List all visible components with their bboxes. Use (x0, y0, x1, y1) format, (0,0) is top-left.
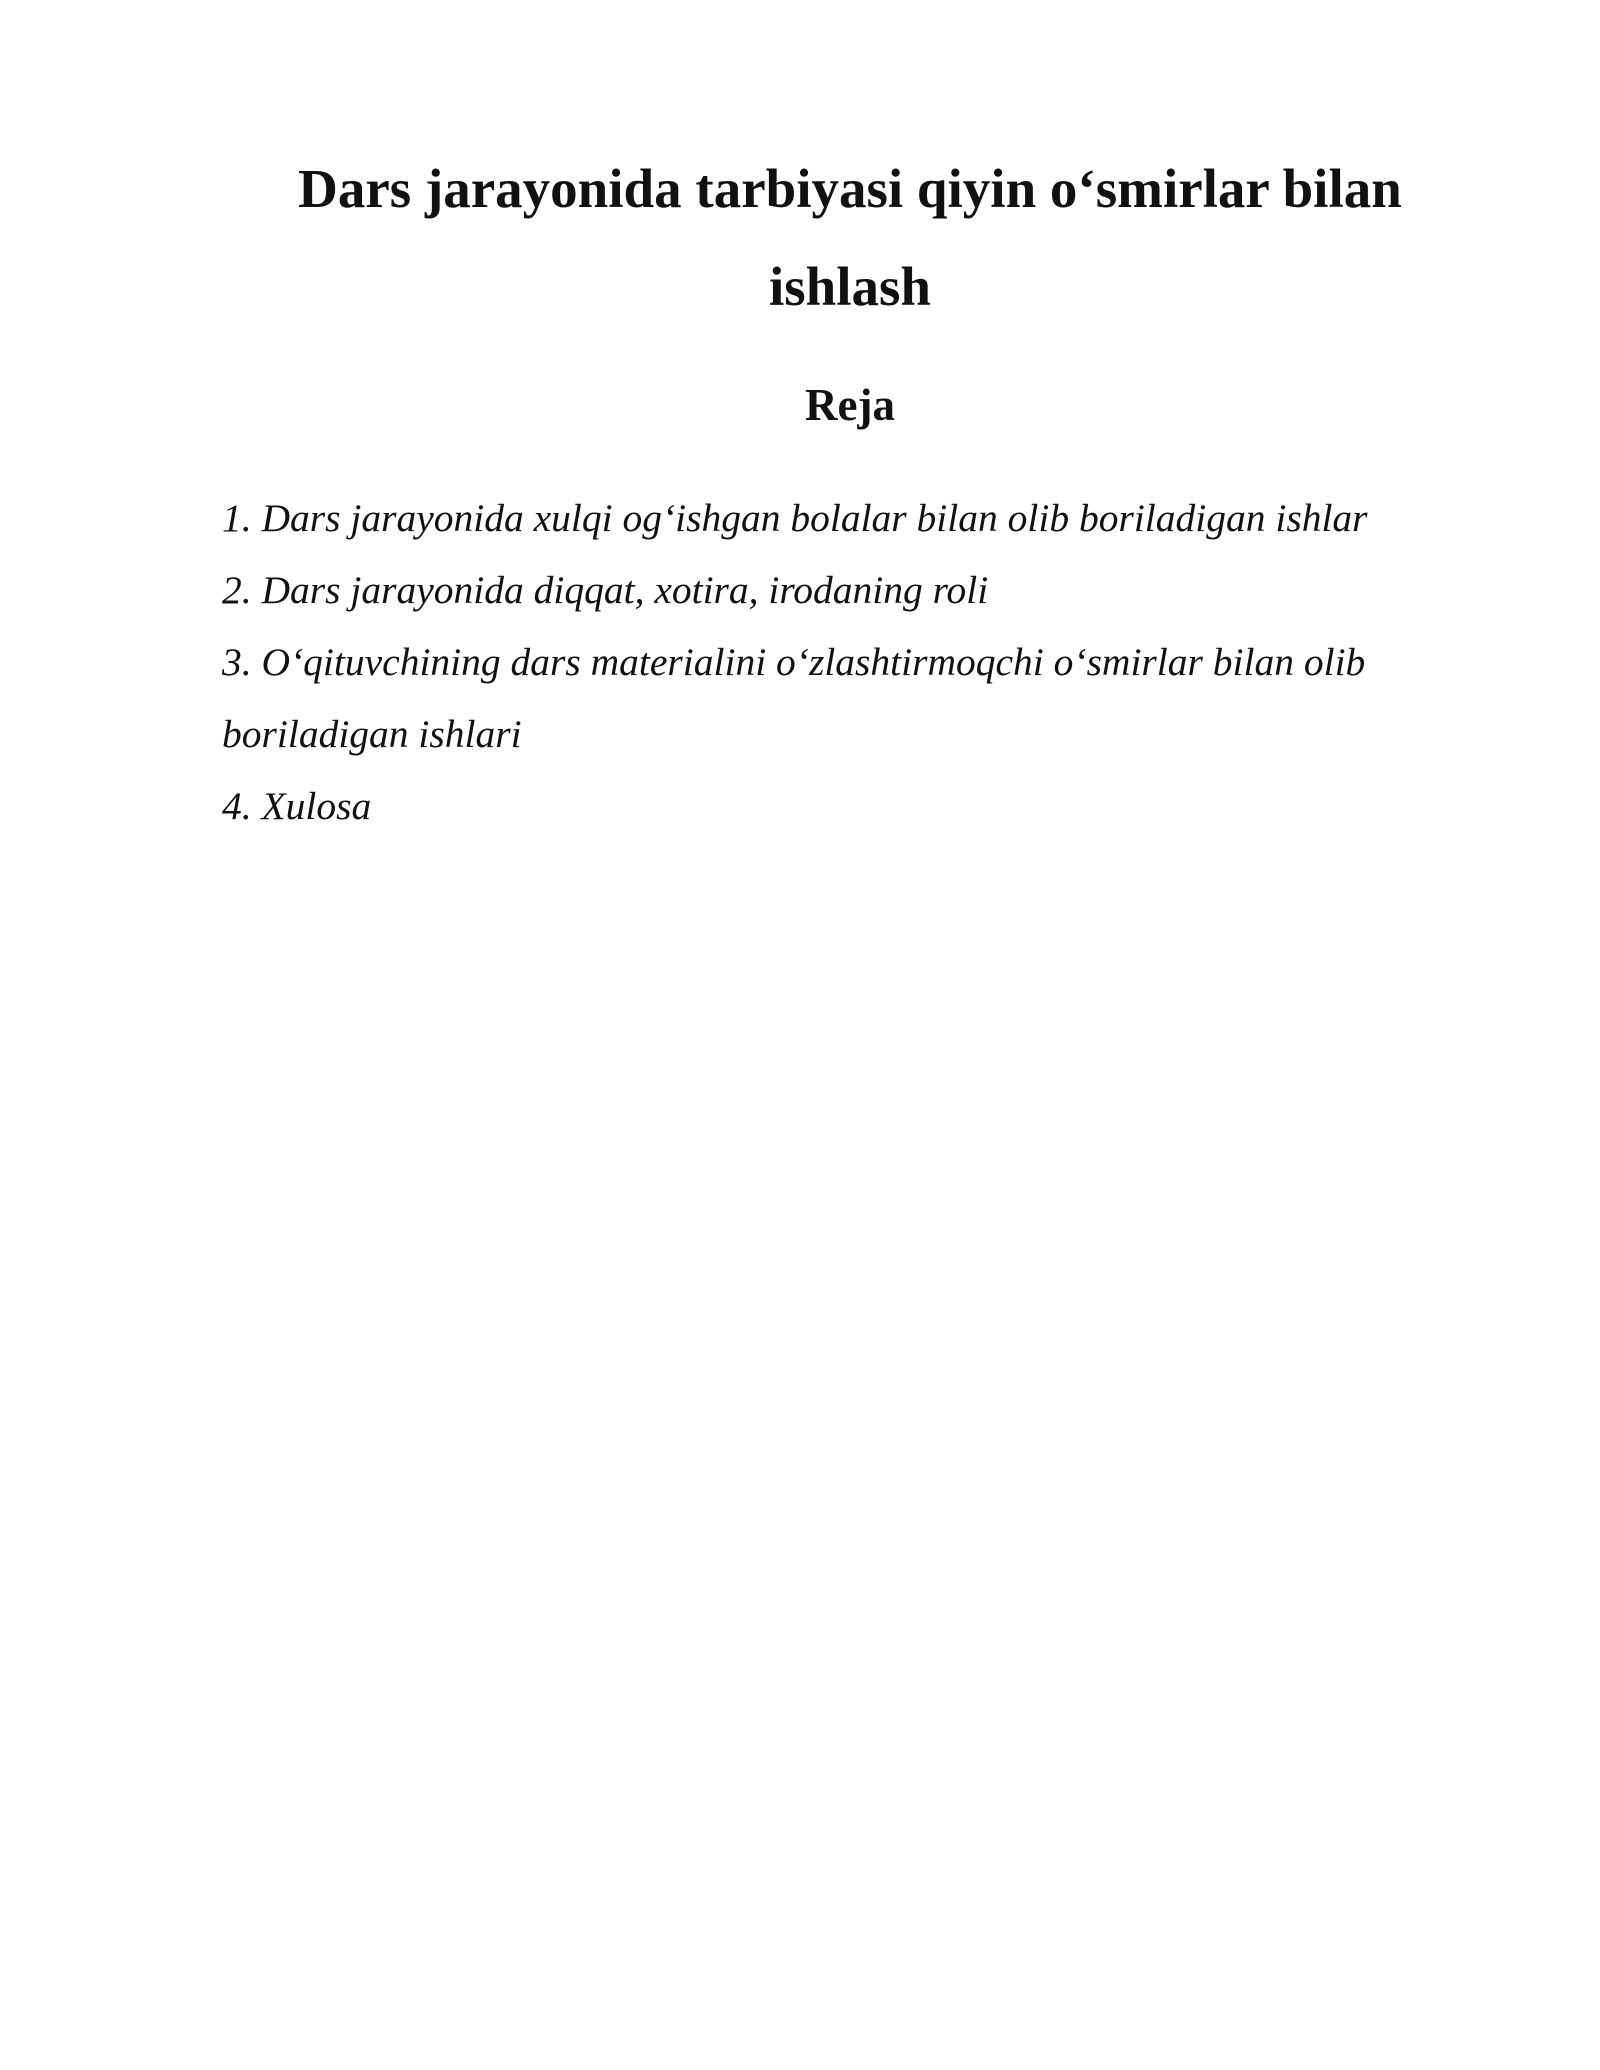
plan-item-3-continuation: boriladigan ishlari (222, 712, 522, 756)
plan-item-2: 2. Dars jarayonida diqqat, xotira, irodaning roli (222, 568, 989, 612)
plan-heading: Reja (805, 380, 895, 430)
plan-item-4: 4. Xulosa (222, 784, 372, 828)
title-line-1: Dars jarayonida tarbiyasi qiyin o‘smirlar bilan (298, 158, 1402, 219)
title-line-2: ishlash (768, 256, 932, 317)
plan-item-3: 3. O‘qituvchining dars materialini o‘zlashtirmoqchi o‘smirlar bilan olib (222, 640, 1366, 684)
plan-list (222, 482, 1462, 842)
document-title (250, 140, 1450, 336)
plan-item-1: 1. Dars jarayonida xulqi og‘ishgan bolalar bilan olib boriladigan ishlar (222, 496, 1368, 540)
